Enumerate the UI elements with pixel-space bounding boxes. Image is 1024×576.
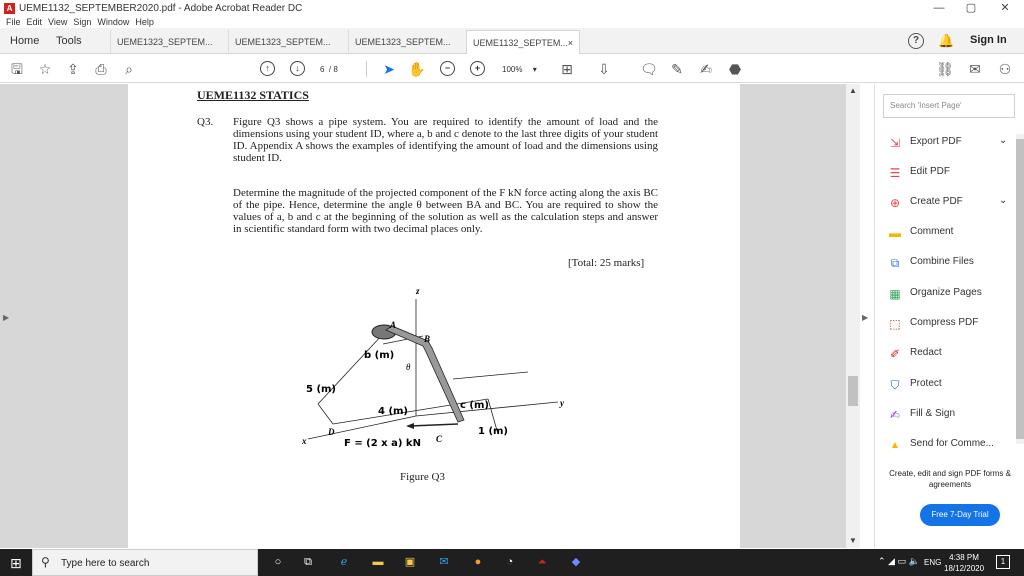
shield-icon: ⛉	[890, 378, 900, 392]
tool-organize-pages[interactable]	[887, 285, 1017, 303]
doc-tab-active[interactable]	[466, 30, 580, 54]
tools-scroll-thumb[interactable]	[1016, 139, 1024, 439]
link-icon[interactable]: ⛓	[936, 61, 954, 77]
highlight-pen-icon[interactable]: ✎	[671, 61, 683, 77]
chrome-icon[interactable]: ●	[474, 556, 482, 568]
tool-combine-files[interactable]	[887, 254, 1017, 272]
scroll-mode-icon[interactable]: ⇩	[598, 61, 610, 77]
figure-q3	[288, 284, 578, 459]
tool-label: Comment	[910, 226, 954, 237]
help-icon[interactable]: ?	[908, 33, 924, 49]
tool-compress-pdf[interactable]	[887, 315, 1017, 333]
taskbar	[0, 549, 1024, 576]
comment-icon[interactable]: 🗨	[640, 61, 658, 77]
collapse-right-panel-icon[interactable]: ▶	[862, 313, 869, 322]
combine-files-icon: ⧉	[890, 256, 900, 270]
tool-label: Compress PDF	[910, 317, 979, 328]
teams-icon[interactable]: ◆	[571, 556, 581, 568]
windows-start-icon[interactable]: ⊞	[10, 555, 22, 571]
edge-icon[interactable]: ℯ	[340, 556, 348, 568]
tool-label: Fill & Sign	[910, 408, 956, 419]
tool-send-for-comment[interactable]	[887, 436, 1017, 448]
fill-sign-icon: ✍	[889, 408, 901, 422]
tool-label: Protect	[910, 378, 942, 389]
notification-icon[interactable]: 1	[996, 555, 1010, 569]
doc-tab[interactable]: UEME1323_SEPTEM...	[228, 30, 344, 54]
taskbar-search-input[interactable]	[32, 549, 258, 576]
menu-edit[interactable]: Edit	[26, 17, 43, 27]
tool-label: Export PDF	[910, 136, 962, 147]
sign-in-button[interactable]: Sign In	[970, 34, 1007, 46]
page-heading: UEME1132 STATICS	[197, 88, 309, 102]
doc-tab[interactable]: UEME1323_SEPTEM...	[110, 30, 226, 54]
chevron-down-icon: ▾	[532, 65, 537, 74]
select-cursor-icon[interactable]: ➤	[383, 61, 395, 77]
cortana-icon[interactable]: ○	[274, 556, 282, 568]
tool-export-pdf[interactable]	[887, 134, 1017, 152]
tool-redact[interactable]	[887, 345, 1017, 363]
tools-pane	[874, 84, 1024, 548]
doc-tab[interactable]: UEME1323_SEPTEM...	[348, 30, 464, 54]
tool-label: Redact	[910, 347, 942, 358]
label-b: B	[424, 334, 431, 344]
scroll-down-icon[interactable]: ▼	[849, 536, 857, 545]
more-tools-icon[interactable]: ⬣	[728, 61, 742, 77]
free-trial-button[interactable]: Free 7-Day Trial	[920, 504, 1000, 526]
tool-label: Edit PDF	[910, 166, 951, 177]
label-y: y	[560, 398, 564, 408]
menu-help[interactable]: Help	[135, 17, 154, 27]
title-bar	[0, 0, 1024, 16]
task-view-icon[interactable]: ⧉	[304, 556, 312, 568]
tool-label: Create PDF	[910, 196, 963, 207]
export-pdf-icon: ⇲	[889, 136, 901, 150]
figure-caption: Figure Q3	[400, 471, 445, 483]
create-pdf-icon: ⊕	[889, 196, 901, 210]
tools-search-input[interactable]: Search 'Insert Page'	[883, 94, 1015, 118]
document-scrollbar[interactable]	[846, 84, 860, 548]
question-paragraph-2: Determine the magnitude of the projected component of the F kN force acting along the axis BC of the pipe. Hence, determine the angle θ between BA and BC. You are required to show the values of a, b and c at the beginning of the solution as well as the calculation steps and answer in scientific standard form with two decimal places only.	[233, 187, 658, 235]
star-icon[interactable]: ☆	[38, 61, 52, 77]
tool-edit-pdf[interactable]	[887, 164, 1017, 182]
expand-left-panel-icon[interactable]: ▶	[3, 313, 10, 322]
clock[interactable]	[944, 552, 984, 574]
add-user-icon[interactable]: ⚇	[998, 61, 1012, 77]
tab-home[interactable]: Home	[10, 35, 40, 47]
redact-icon: ✐	[889, 347, 901, 361]
dim-line-c	[453, 372, 528, 379]
fit-page-icon[interactable]: ⊞	[561, 61, 573, 77]
taskbar-search-placeholder: Type here to search	[61, 558, 150, 569]
mail-icon[interactable]: ✉	[969, 61, 981, 77]
organize-pages-icon: ▦	[889, 287, 901, 301]
acrobat-taskbar-icon[interactable]: ⏶	[537, 556, 547, 568]
tool-label: Send for Comme...	[910, 438, 994, 448]
label-theta: θ	[406, 362, 411, 372]
doc-tab-label: UEME1132_SEPTEM...	[473, 38, 568, 48]
zoom-in-icon[interactable]: +	[470, 61, 485, 76]
left-gutter	[0, 84, 128, 548]
tool-label: Organize Pages	[910, 287, 982, 298]
window-title: UEME1132_SEPTEMBER2020.pdf - Adobe Acrobat Reader DC	[19, 2, 303, 14]
question-paragraph-1: Figure Q3 shows a pipe system. You are required to identify the amount of load and the dimensions using your student ID, where a, b and c denote to the last three digits of your student ID. Appendix A shows the examples of identifying the amount of load and the dimensions using student ID.	[233, 116, 658, 164]
dimension-b: b (m)	[364, 350, 395, 361]
compress-pdf-icon: ⬚	[889, 317, 901, 331]
zoom-out-icon[interactable]: −	[440, 61, 455, 76]
label-a: A	[390, 320, 397, 330]
tool-fill-sign[interactable]	[887, 406, 1017, 424]
pdf-page	[128, 84, 740, 548]
comment-icon: ▬	[889, 226, 901, 240]
dimension-1: 1 (m)	[478, 426, 508, 437]
close-window-button[interactable]: ✕	[1000, 2, 1010, 14]
bell-icon[interactable]: 🔔	[938, 33, 955, 48]
force-label: F = (2 x a) kN	[344, 438, 421, 449]
file-explorer-icon[interactable]: ▬	[372, 556, 384, 568]
page-total: / 8	[328, 65, 338, 74]
page-indicator[interactable]	[320, 65, 338, 74]
scroll-up-icon[interactable]: ▲	[849, 86, 857, 95]
dim-line	[318, 404, 333, 424]
search-icon: ⚲	[41, 555, 50, 569]
acrobat-logo-icon: A	[4, 3, 15, 14]
clock-date: 18/12/2020	[944, 564, 985, 573]
chevron-down-icon[interactable]: ⌄	[999, 195, 1008, 206]
sign-icon[interactable]: ✍	[700, 61, 712, 77]
language-indicator[interactable]: ENG	[924, 558, 942, 567]
force-arrowhead	[406, 423, 414, 429]
clock-time: 4:38 PM	[949, 553, 979, 562]
close-tab-icon[interactable]: ×	[567, 38, 573, 48]
label-d: D	[328, 427, 335, 437]
label-z: z	[416, 286, 420, 296]
share-icon[interactable]: ⇪	[67, 61, 79, 77]
next-page-icon[interactable]: ↓	[290, 61, 305, 76]
find-icon[interactable]: ⌕	[125, 61, 133, 77]
toolbar	[0, 55, 1024, 83]
mail-icon[interactable]: ✉	[439, 556, 449, 568]
minimize-button[interactable]: —	[933, 2, 945, 14]
scroll-thumb[interactable]	[848, 376, 858, 406]
dimension-4: 4 (m)	[378, 406, 408, 417]
promo-text: Create, edit and sign PDF forms & agreements	[889, 469, 1011, 489]
tool-label: Combine Files	[910, 256, 974, 267]
menu-view[interactable]: View	[48, 17, 68, 27]
edit-pdf-icon: ☰	[889, 166, 901, 180]
chevron-down-icon[interactable]: ⌄	[999, 135, 1008, 146]
page-current[interactable]: 6	[320, 65, 325, 74]
toolbar-divider	[366, 61, 367, 77]
menu-window[interactable]: Window	[97, 17, 130, 27]
send-for-comment-icon: ▲	[889, 438, 901, 448]
zoom-select[interactable]	[502, 63, 544, 77]
app-icon[interactable]: ◔	[506, 556, 514, 568]
tool-protect[interactable]	[887, 376, 1017, 394]
menu-bar	[0, 16, 1024, 28]
store-icon[interactable]: ▣	[404, 556, 416, 568]
hand-tool-icon[interactable]: ✋	[408, 61, 426, 77]
menu-sign[interactable]: Sign	[73, 17, 92, 27]
label-c: C	[436, 434, 443, 444]
print-icon[interactable]: ⎙	[95, 61, 107, 77]
total-marks: [Total: 25 marks]	[568, 257, 645, 269]
question-number: Q3.	[197, 116, 214, 128]
menu-file[interactable]: File	[6, 17, 21, 27]
right-gutter	[740, 84, 846, 548]
dimension-5: 5 (m)	[306, 384, 336, 395]
tool-comment[interactable]	[887, 224, 1017, 242]
system-tray-icons[interactable]: ⌃ ◢ ▭ 🔈	[878, 556, 920, 566]
save-icon[interactable]: 🖫	[11, 61, 23, 77]
tool-create-pdf[interactable]	[887, 194, 1017, 212]
force-arrow	[410, 424, 458, 426]
zoom-value: 100%	[502, 65, 523, 74]
dimension-c: c (m)	[460, 400, 489, 411]
tab-bar	[0, 28, 1024, 54]
label-x: x	[302, 436, 307, 446]
maximize-button[interactable]: ▢	[965, 2, 977, 14]
prev-page-icon[interactable]: ↑	[260, 61, 275, 76]
tab-tools[interactable]: Tools	[56, 35, 82, 47]
